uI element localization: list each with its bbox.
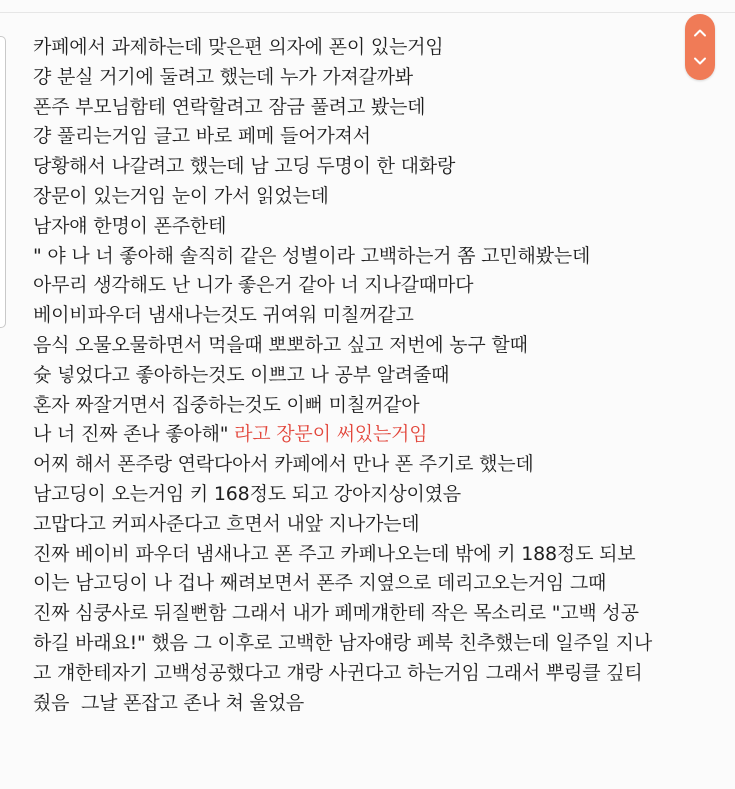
post-body [33, 33, 723, 718]
post-line: " 야 나 너 좋아해 솔직히 같은 성별이라 고백하는거 쫌 고민해봤는데 [33, 244, 591, 267]
post-line: 걍 풀리는거임 글고 바로 페메 들어가져서 [33, 125, 371, 148]
top-divider [0, 12, 735, 13]
post-line: 걍 분실 거기에 둘려고 했는데 누가 가져갈까봐 [33, 65, 413, 88]
post-line: 진짜 베이비 파우더 냄새나고 폰 주고 카페나오는데 밖에 키 188정도 되보 [33, 542, 636, 565]
post-line: 줬음 그날 폰잡고 존나 쳐 울었음 [33, 691, 305, 714]
previous-panel-edge [0, 36, 6, 328]
post-line: 남자얘 한명이 폰주한테 [33, 214, 227, 237]
post-line: 카페에서 과제하는데 맞은편 의자에 폰이 있는거임 [33, 36, 444, 58]
post-line: 아무리 생각해도 난 니가 좋은거 같아 너 지나갈때마다 [33, 274, 474, 297]
post-line: 음식 오물오물하면서 먹을때 뽀뽀하고 싶고 저번에 농구 할때 [33, 333, 528, 356]
post-line: 남고딩이 오는거임 키 168정도 되고 강아지상이였음 [33, 482, 461, 505]
post-line: 이는 남고딩이 나 겁나 째려보면서 폰주 지옆으로 데리고오는거임 그때 [33, 572, 607, 595]
post-line: 어찌 해서 폰주랑 연락다아서 카페에서 만나 폰 주기로 했는데 [33, 453, 534, 476]
post-line: 베이비파우더 냄새나는것도 귀여워 미칠꺼같고 [33, 304, 414, 327]
post-line: 고 걔한테자기 고백성공했다고 걔랑 사귄다고 하는거임 그래서 뿌링클 깊티 [33, 661, 643, 684]
highlighted-text: 라고 장문이 써있는거임 [234, 423, 428, 446]
post-line: 폰주 부모님함테 연락할려고 잠금 풀려고 봤는데 [33, 95, 426, 118]
quote-end-text: 나 너 진짜 존나 좋아해" [33, 423, 235, 446]
post-line-with-highlight [33, 420, 723, 450]
post-line: 고맙다고 커피사준다고 흐면서 내앞 지나가는데 [33, 512, 420, 535]
post-line: 혼자 짜잘거면서 집중하는것도 이뻐 미칠꺼같아 [33, 393, 420, 416]
post-line: 하길 바래요!" 했음 그 이후로 고백한 남자얘랑 페북 친추했는데 일주일 지나 [33, 631, 652, 654]
post-line: 장문이 있는거임 눈이 가서 읽었는데 [33, 184, 329, 207]
post-line: 당황해서 나갈려고 했는데 남 고딩 두명이 한 대화랑 [33, 155, 456, 178]
post-line: 진짜 심쿵사로 뒤질뻔함 그래서 내가 페메걔한테 작은 목소리로 "고백 성공 [33, 602, 639, 625]
post-line: 슛 넣었다고 좋아하는것도 이쁘고 나 공부 알려줄때 [33, 363, 450, 386]
